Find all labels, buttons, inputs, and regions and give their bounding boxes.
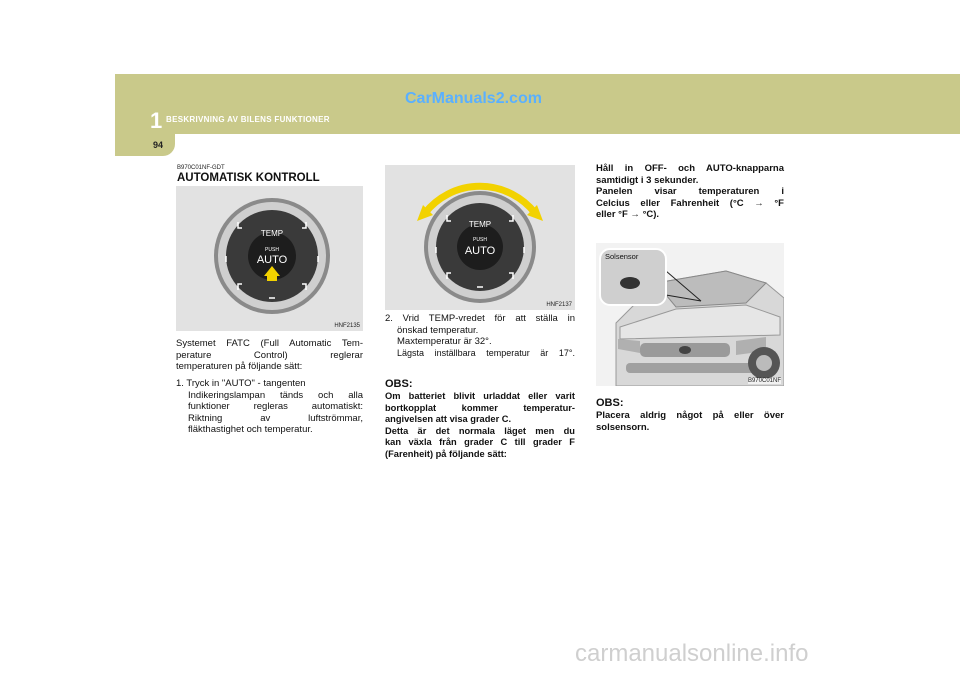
section-title: AUTOMATISK KONTROLL: [177, 172, 320, 184]
hold-buttons-text: Håll in OFF- och AUTO-knapparna samtidigt i 3 sekunder. Panelen visar temperaturen i Celcius eller Fahrenheit (°C → °F eller °F → °C).: [596, 163, 784, 221]
watermark-bottom-link[interactable]: carmanualsonline.info: [575, 640, 809, 667]
page-number: 94: [153, 140, 164, 150]
knob-temp-label: TEMP: [260, 229, 284, 238]
section-code: B970C01NF-GDT: [177, 165, 225, 171]
intro-paragraph: Systemet FATC (Full Automatic Tem- perature Control) reglerar temperaturen på följande sätt:: [176, 338, 363, 373]
obs-heading: OBS:: [385, 378, 413, 390]
auto-knob-illustration: [176, 186, 363, 331]
knob-auto-label: AUTO: [464, 245, 496, 257]
page-tab: [115, 134, 175, 156]
obs-battery-text: Om batteriet blivit urladdat eller varit bortkopplat kommer temperatur- angivelsen att visa grader C. Detta är det normala läget men du kan växla från grader C till grader F (Farenheit) på följande sätt:: [385, 391, 575, 459]
step-1: 1. Tryck in "AUTO" - tangenten Indikeringslampan tänds och alla funktioner regleras automatiskt: Riktning av luftströmmar, fläkthastighet och temperatur.: [176, 378, 363, 436]
figure-caption: B970C01NF: [747, 378, 781, 384]
auto-knob-figure: [176, 186, 363, 331]
knob-push-label: PUSH: [265, 247, 279, 253]
brand-logo-icon: [679, 346, 691, 354]
sensor-label: Solsensor: [605, 252, 639, 261]
step-2: 2. Vrid TEMP-vredet för att ställa in önskad temperatur. Maxtemperatur är 32°. Lägsta inställbara temperatur är 17°.: [385, 313, 575, 358]
knob-temp-label: TEMP: [468, 220, 492, 229]
temp-knob-figure: [385, 165, 575, 310]
knob-auto-label: AUTO: [256, 254, 288, 266]
chapter-number: 1: [150, 108, 163, 133]
figure-caption: HNF2137: [546, 302, 572, 308]
chapter-title: BESKRIVNING AV BILENS FUNKTIONER: [166, 115, 330, 124]
temp-knob-illustration: [385, 165, 575, 310]
car-front-illustration: [596, 243, 784, 386]
figure-caption: HNF2135: [334, 323, 360, 329]
solar-sensor-figure: [596, 243, 784, 386]
knob-push-label: PUSH: [473, 237, 487, 243]
obs-heading: OBS:: [596, 397, 624, 409]
obs-sensor-text: Placera aldrig något på eller över solsensorn.: [596, 410, 784, 433]
watermark-top-link[interactable]: CarManuals2.com: [405, 90, 542, 107]
solar-sensor-icon: [620, 277, 640, 289]
